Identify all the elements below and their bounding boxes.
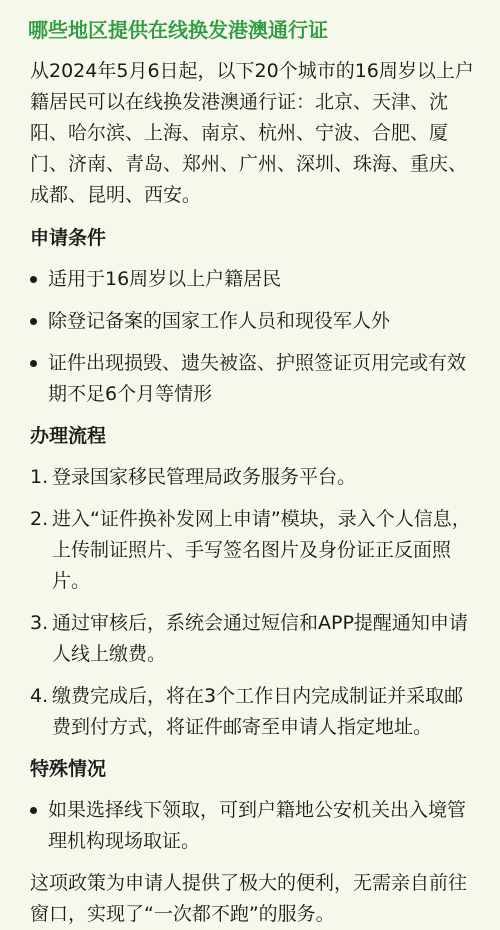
list-item (30, 348, 482, 410)
step-text: 通过审核后，系统会通过短信和APP提醒通知申请人线上缴费。 (52, 612, 468, 665)
list-item (30, 264, 482, 295)
step-text: 进入“证件换补发网上申请”模块，录入个人信息，上传制证照片、手写签名图片及身份证正反面照片。 (52, 508, 471, 592)
step-number: 2. (30, 508, 49, 530)
bullet-icon (30, 360, 37, 367)
special-section (30, 754, 482, 857)
step-item (30, 608, 482, 670)
step-number: 1. (30, 466, 49, 488)
step-item (30, 504, 482, 597)
conditions-list (30, 264, 482, 410)
list-item-text: 除登记备案的国家工作人员和现役军人外 (48, 310, 391, 332)
bullet-icon (30, 807, 37, 814)
process-heading: 办理流程 (30, 425, 107, 447)
step-text: 缴费完成后，将在3个工作日内完成制证并采取邮费到付方式，将证件邮寄至申请人指定地址。 (52, 685, 464, 738)
step-item (30, 462, 482, 493)
list-item (30, 306, 482, 337)
process-steps-list (30, 462, 482, 743)
step-number: 3. (30, 612, 49, 634)
outro-paragraph: 这项政策为申请人提供了极大的便利，无需亲自前往窗口，实现了“一次都不跑”的服务。 (30, 872, 468, 925)
step-number: 4. (30, 685, 49, 707)
conditions-heading: 申请条件 (30, 227, 107, 249)
conditions-section (30, 223, 482, 410)
special-list (30, 795, 482, 857)
step-item (30, 681, 482, 743)
intro-paragraph: 从2024年5月6日起，以下20个城市的16周岁以上户籍居民可以在线换发港澳通行证：北京、天津、沈阳、哈尔滨、上海、南京、杭州、宁波、合肥、厦门、济南、青岛、郑州、广州、深圳、珠海、重庆、成都、昆明、西安。 (30, 60, 474, 206)
list-item-text: 如果选择线下领取，可到户籍地公安机关出入境管理机构现场取证。 (48, 799, 467, 852)
special-heading: 特殊情况 (30, 758, 107, 780)
page-title: 哪些地区提供在线换发港澳通行证 (28, 18, 328, 42)
bullet-icon (30, 318, 37, 325)
process-section (30, 421, 482, 743)
list-item (30, 795, 482, 857)
bullet-icon (30, 276, 37, 283)
list-item-text: 适用于16周岁以上户籍居民 (48, 268, 282, 290)
list-item-text: 证件出现损毁、遗失被盗、护照签证页用完或有效期不足6个月等情形 (48, 352, 467, 405)
step-text: 登录国家移民管理局政务服务平台。 (52, 466, 357, 488)
